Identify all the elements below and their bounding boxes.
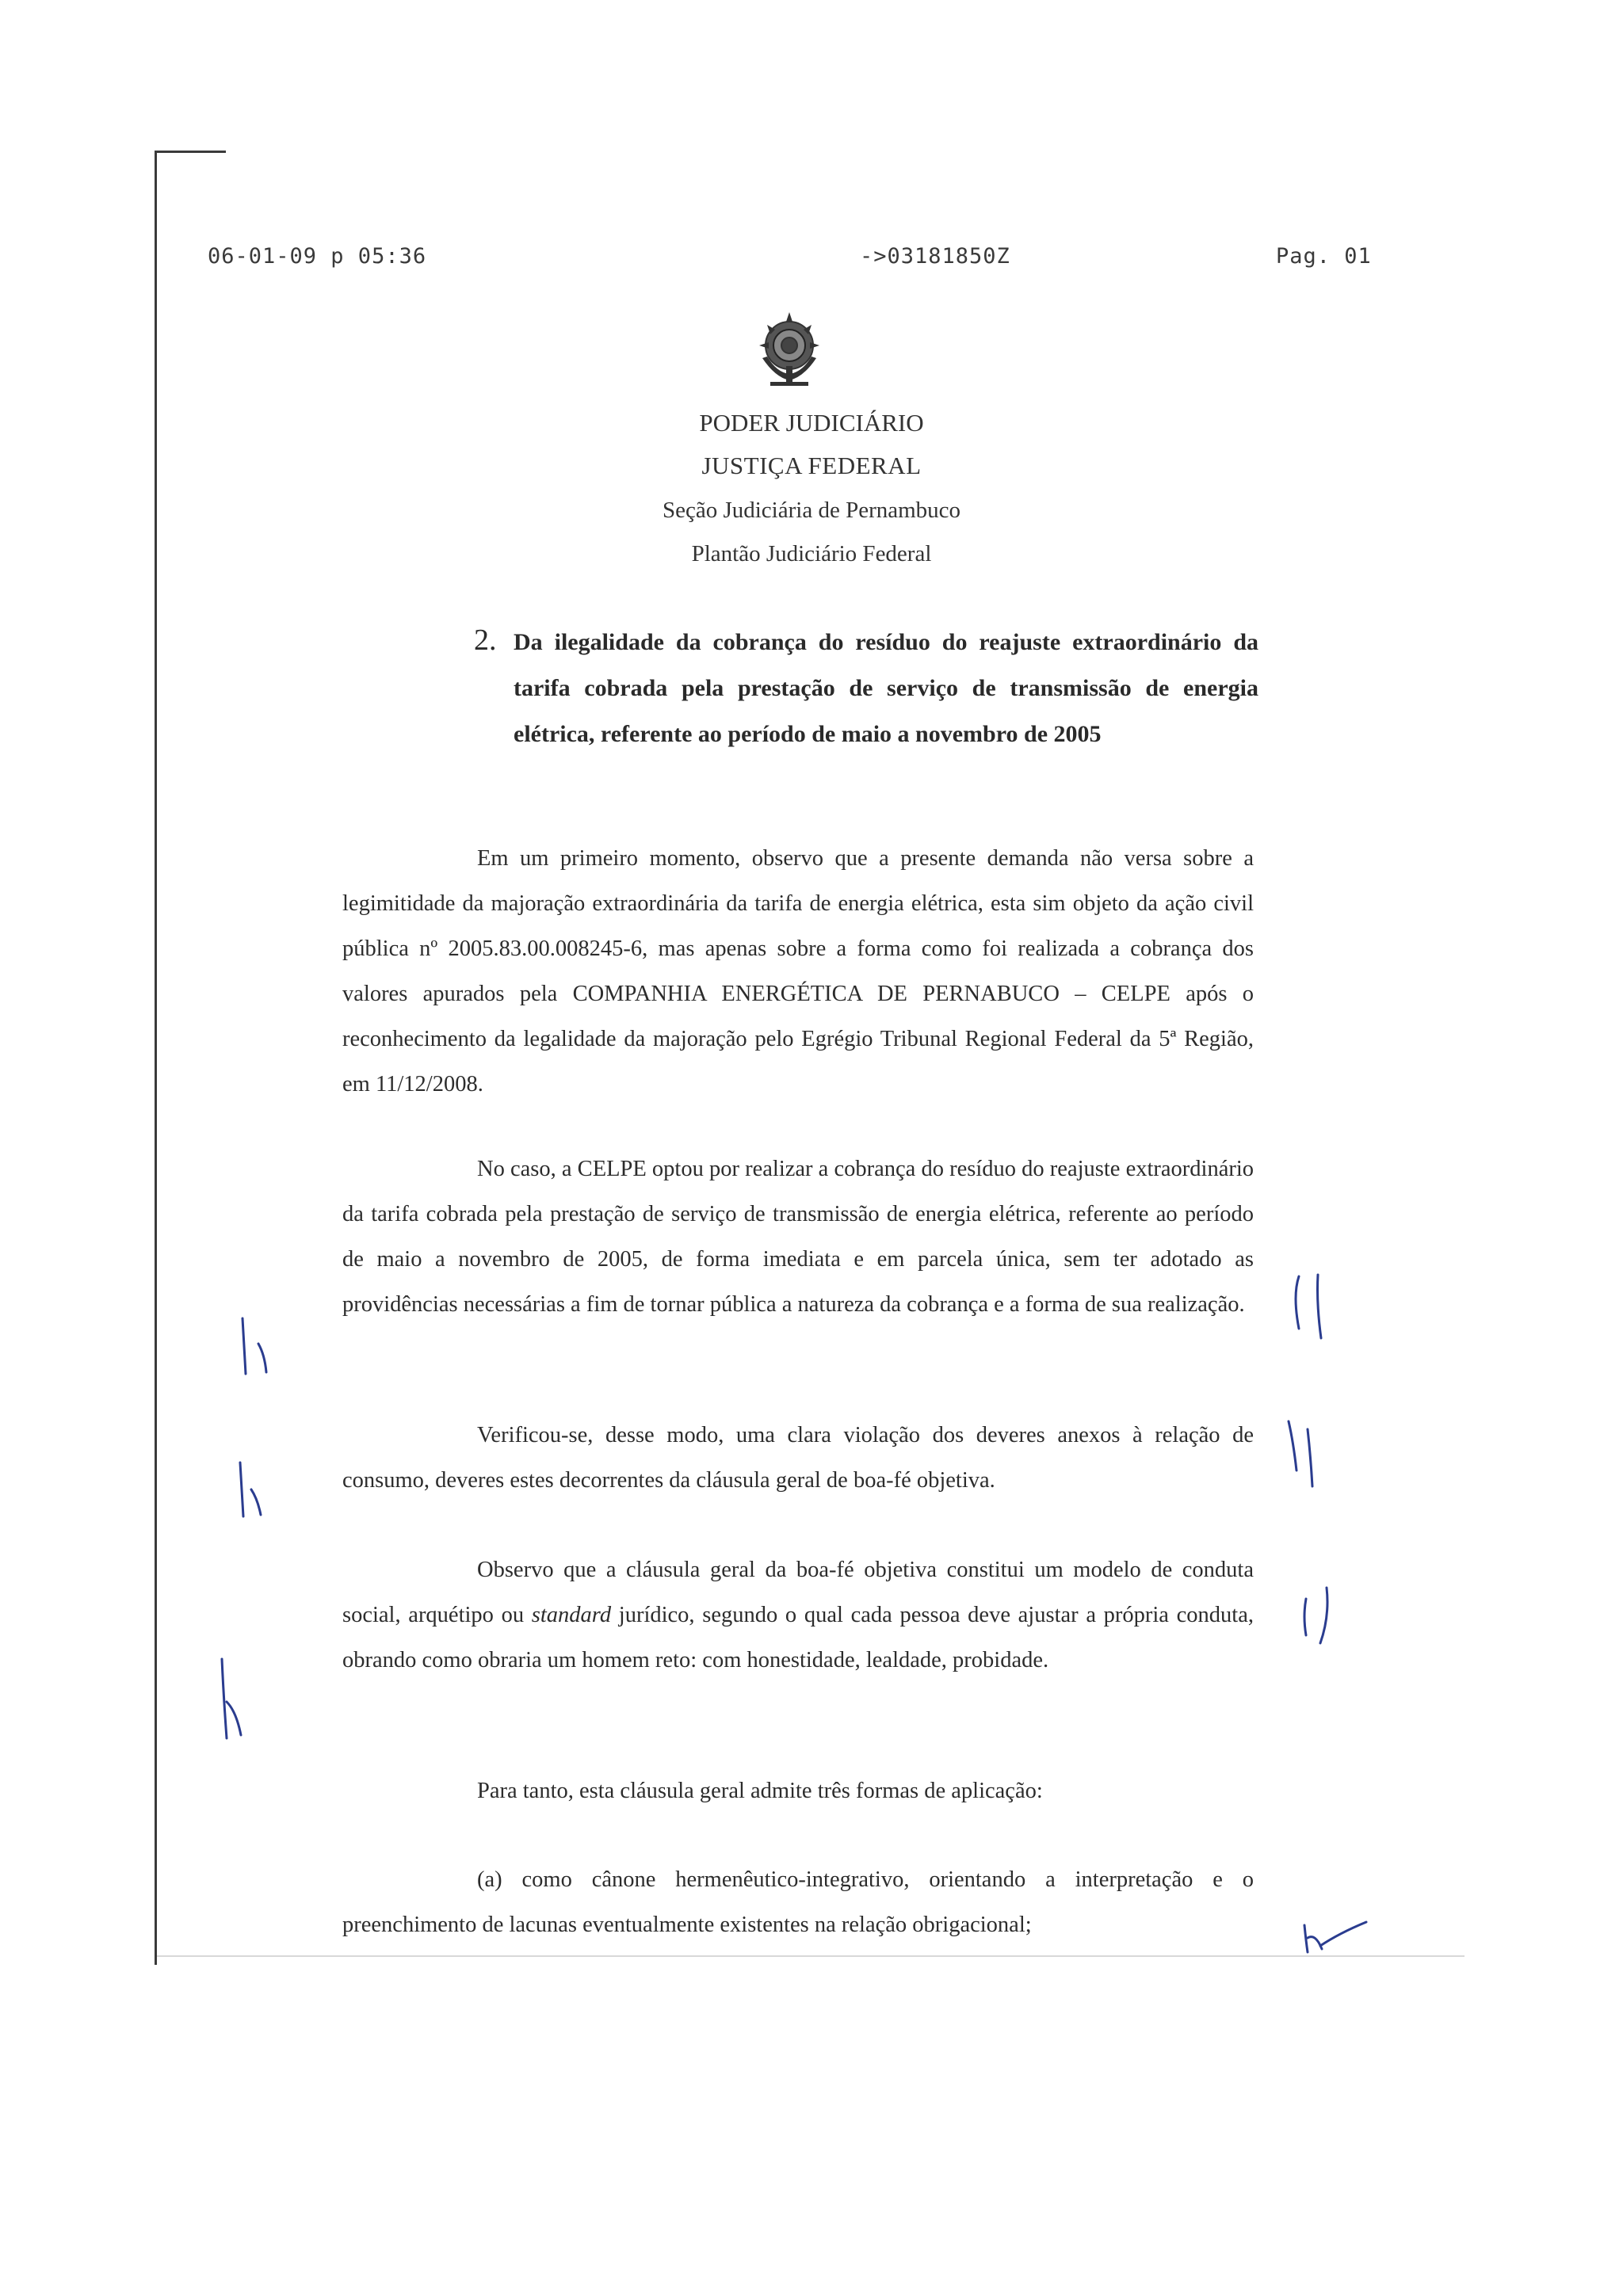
paragraph-5: Para tanto, esta cláusula geral admite três formas de aplicação:	[477, 1779, 1043, 1803]
handwritten-mark-left-2	[234, 1458, 281, 1525]
paragraph-4-text-a: Observo que a cláusula geral da boa-fé objetiva constitui um modelo de conduta social, arquétipo ou	[342, 1558, 1254, 1627]
paragraph-1: Em um primeiro momento, observo que a presente demanda não versa sobre a legimitidade da majoração extraordinária da tarifa de energia elétrica, esta sim objeto da ação civil pública nº 2005.83.00.008245-6, mas apenas sobre a forma como foi realizada a cobrança dos valores apurados pela COMPANHIA ENERGÉTICA DE PERNABUCO – CELPE após o reconhecimento da legalidade da majoração pelo Egrégio Tribunal Regional Federal da 5ª Região, em 11/12/2008.	[342, 846, 1254, 1097]
paragraph-2: No caso, a CELPE optou por realizar a cobrança do resíduo do reajuste extraordinário da tarifa cobrada pela prestação de serviço de transmissão de energia elétrica, referente ao período de maio a novembro de 2005, de forma imediata e em parcela única, sem ter adotado as providências necessárias a fim de tornar pública a natureza da cobrança e a forma de sua realização.	[342, 1157, 1254, 1317]
header-line-2: JUSTIÇA FEDERAL	[701, 452, 922, 479]
handwritten-mark-right-2	[1284, 1418, 1331, 1493]
fax-datetime: 06-01-09 p 05:36	[208, 244, 427, 269]
fax-page-number: Pag. 01	[1276, 244, 1372, 269]
fax-number: ->03181850Z	[860, 244, 1010, 269]
scan-border-bottom	[157, 1955, 1465, 1957]
header-line-1: PODER JUDICIÁRIO	[699, 409, 924, 437]
paragraph-3: Verificou-se, desse modo, uma clara violação dos deveres anexos à relação de consumo, deveres estes decorrentes da cláusula geral de boa-fé objetiva.	[342, 1423, 1254, 1493]
section-number: 2.	[474, 624, 497, 657]
paragraph-6: (a) como cânone hermenêutico-integrativo, orientando a interpretação e o preenchimento de lacunas eventualmente existentes na relação obrigacional;	[342, 1867, 1254, 1937]
section-title: Da ilegalidade da cobrança do resíduo do reajuste extraordinário da tarifa cobrada pela prestação de serviço de transmissão de energia elétrica, referente ao período de maio a novembro de 2005	[514, 629, 1258, 747]
paragraph-4	[342, 1547, 1254, 1683]
handwritten-mark-right-3	[1300, 1585, 1347, 1660]
header-line-4: Plantão Judiciário Federal	[691, 541, 932, 566]
handwritten-mark-right-1	[1288, 1272, 1335, 1347]
brazil-coat-of-arms-icon	[751, 311, 827, 390]
header-line-3: Seção Judiciária de Pernambuco	[662, 498, 961, 523]
handwritten-mark-left-1	[238, 1315, 285, 1383]
handwritten-mark-right-4	[1300, 1917, 1371, 1961]
scan-border-top	[155, 151, 226, 153]
paragraph-4-text-b: jurídico, segundo o qual cada pessoa deve ajustar a própria conduta, obrando como obraria um homem reto: com honestidade, lealdade, probidade.	[342, 1603, 1254, 1672]
paragraph-4-italic: standard	[531, 1603, 612, 1627]
handwritten-mark-left-3	[214, 1656, 262, 1747]
